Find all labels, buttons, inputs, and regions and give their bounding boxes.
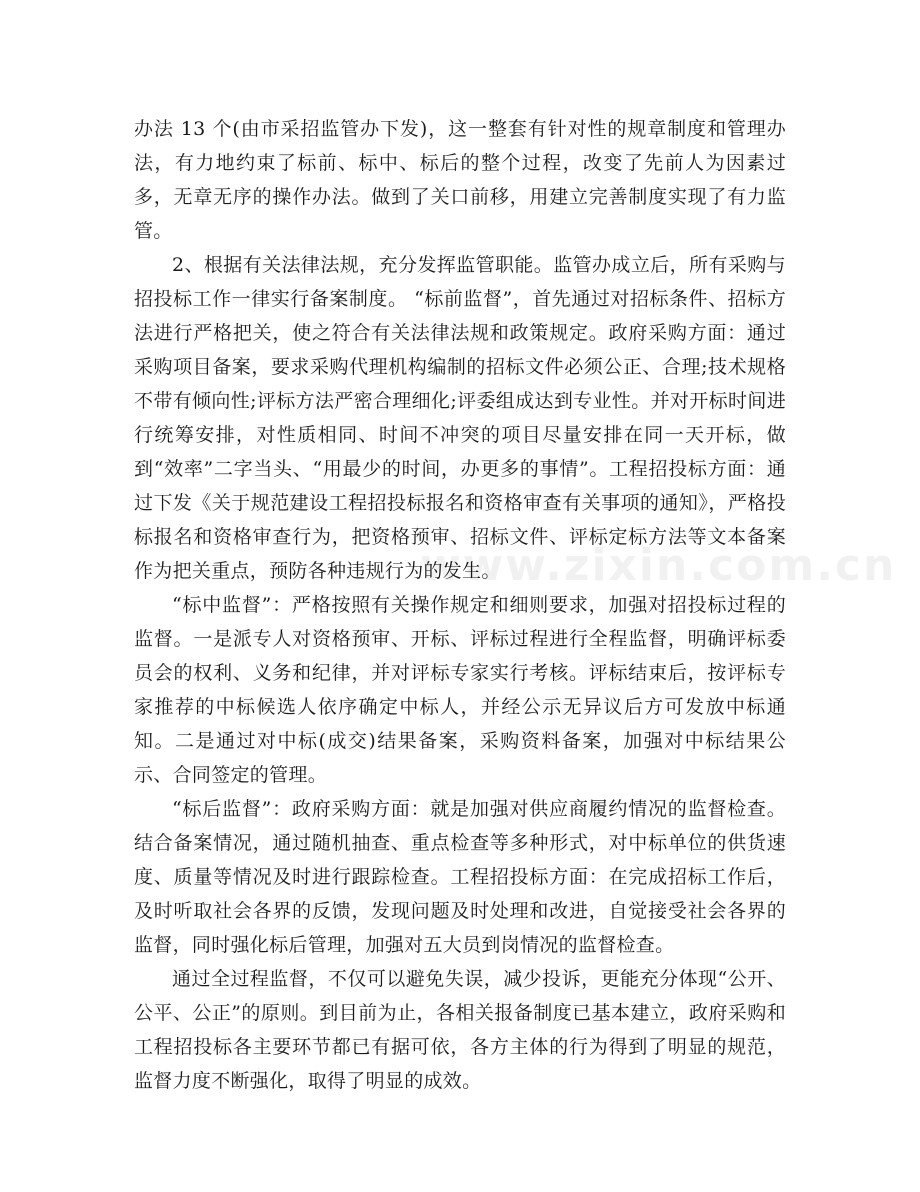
- paragraph-4: “标后监督”：政府采购方面：就是加强对供应商履约情况的监督检查。结合备案情况，通过随机抽查、重点检查等多种形式，对中标单位的供货速度、质量等情况及时进行跟踪检查。工程招投标方面：在完成招标工作后，及时听取社会各界的反馈，发现问题及时处理和改进，自觉接受社会各界的监督，同时强化标后管理，加强对五大员到岗情况的监督检查。: [134, 798, 786, 956]
- paragraph-1: 办法 13 个(由市采招监管办下发)，这一整套有针对性的规章制度和管理办法，有力地约束了标前、标中、标后的整个过程，改变了先前人为因素过多，无章无序的操作办法。做到了关口前移，用建立完善制度实现了有力监管。: [134, 118, 786, 242]
- paragraph-3: “标中监督”：严格按照有关操作规定和细则要求，加强对招投标过程的监督。一是派专人对资格预审、开标、评标过程进行全程监督，明确评标委员会的权利、义务和纪律，并对评标专家实行考核。评标结束后，按评标专家推荐的中标候选人依序确定中标人，并经公示无异议后方可发放中标通知。二是通过对中标(成交)结果备案，采购资料备案，加强对中标结果公示、合同签定的管理。: [134, 594, 786, 786]
- document-body: [134, 112, 786, 1098]
- paragraph-5: 通过全过程监督，不仅可以避免失误，减少投诉，更能充分体现“公开、公平、公正”的原则。到目前为止，各相关报备制度已基本建立，政府采购和工程招投标各主要环节都已有据可依，各方主体的行为得到了明显的规范，监督力度不断强化，取得了明显的成效。: [134, 968, 786, 1092]
- paragraph-2: 2、根据有关法律法规，充分发挥监管职能。监管办成立后，所有采购与招投标工作一律实行备案制度。 “标前监督”，首先通过对招标条件、招标方法进行严格把关，使之符合有关法律法规和政策规定。政府采购方面：通过采购项目备案，要求采购代理机构编制的招标文件必须公正、合理;技术规格不带有倾向性;评标方法严密合理细化;评委组成达到专业性。并对开标时间进行统筹安排，对性质相同、时间不冲突的项目尽量安排在同一天开标，做到“效率”二字当头、“用最少的时间，办更多的事情”。工程招投标方面：通过下发《关于规范建设工程招投标报名和资格审查有关事项的通知》，严格投标报名和资格审查行为，把资格预审、招标文件、评标定标方法等文本备案作为把关重点，预防各种违规行为的发生。: [134, 254, 786, 582]
- watermark: www.zixin.com.cn: [420, 540, 897, 591]
